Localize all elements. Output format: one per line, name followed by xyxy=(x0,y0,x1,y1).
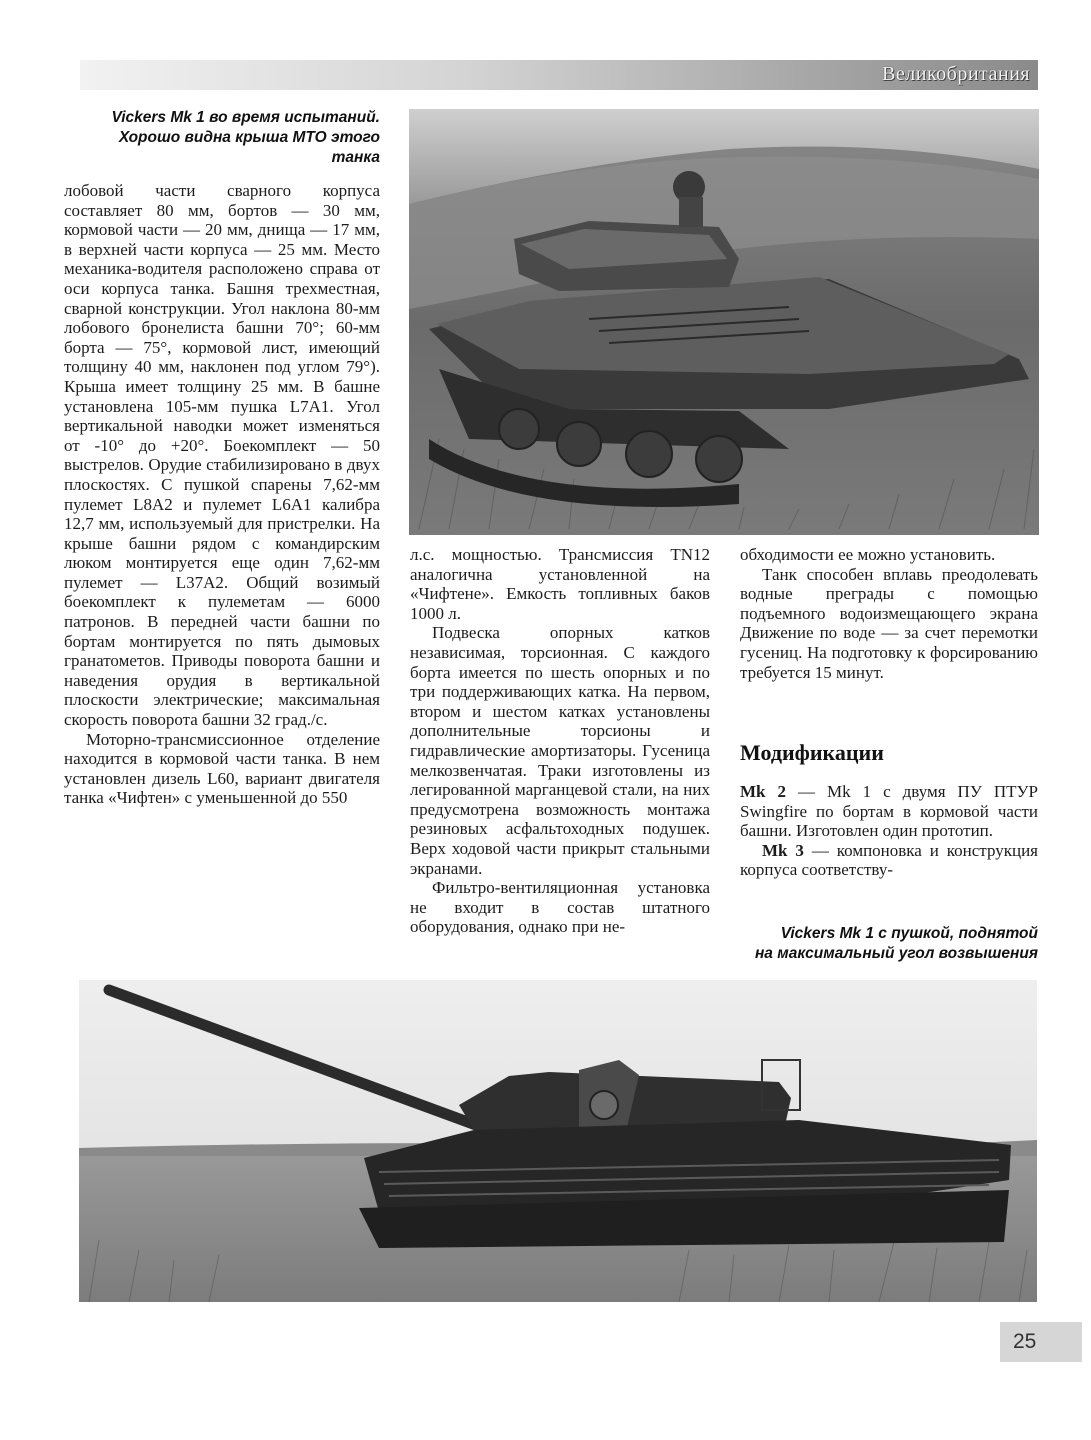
paragraph: Танк способен вплавь преодолевать водные преграды с помощью подъемного водоизмещающего экрана Движение по воде — за счет перемотки гусениц. На подготовку к форсированию требуется 15 минут. xyxy=(740,564,1038,682)
modification-label: Mk 2 xyxy=(740,782,786,801)
caption-line: на максимальный угол возвышения xyxy=(754,945,1038,962)
paragraph: обходимости ее можно установить. xyxy=(740,545,996,564)
paragraph: л.с. мощностью. Трансмиссия TN12 аналогична установленной на «Чифтене». Емкость топливных баков 1000 л. xyxy=(410,545,710,623)
modification-label: Mk 3 xyxy=(762,840,804,860)
section-header-band xyxy=(80,60,1038,90)
text-column-2 xyxy=(410,545,710,937)
text-column-1 xyxy=(64,181,380,808)
modification-text: — Mk 1 с двумя ПУ ПТУР Swingfire по бортам в кормовой части башни. Изготовлен один прототип. xyxy=(740,782,1039,841)
paragraph: Подвеска опорных катков независимая, торсионная. С каждого борта имеется по шесть опорных и по три поддерживающих катка. На первом, втором и шестом катках установлены дополнительные торсионы и гидравлические амортизаторы. Гусеница мелкозвенчатая. Траки изготовлены из легированной марганцевой стали, на них предусмотрена возможность монтажа резиновых асфальтоходных подушек. Верх ходовой части прикрыт стальными экранами. xyxy=(410,623,710,878)
tank-photo-bottom xyxy=(79,980,1037,1302)
modification-item xyxy=(740,782,1038,841)
paragraph: Фильтро-вентиляционная установка не входит в состав штатного оборудования, однако при не- xyxy=(410,878,710,937)
caption-line: танка xyxy=(331,149,380,166)
tank-photo-top xyxy=(409,109,1039,535)
modifications-list xyxy=(740,782,1038,880)
page-number: 25 xyxy=(1013,1330,1037,1353)
photo-caption-bottom xyxy=(738,924,1038,964)
caption-line: Хорошо видна крыша МТО этого xyxy=(118,129,380,146)
modification-item xyxy=(740,841,1038,880)
page-number-box xyxy=(1000,1322,1082,1362)
text-column-3 xyxy=(740,545,1038,682)
paragraph: лобовой части сварного корпуса составляет 80 мм, бортов — 30 мм, кормовой части — 20 мм, днища — 17 мм, в верхней части корпуса — 25 мм. Место механика-водителя расположено справа от оси корпуса танка. Башня трехместная, сварной конструкции. Угол наклона 80-мм лобового бронелиста башни 70°; 60-мм борта — 75°, кормовой лист, имеющий толщину 40 мм, наклонен под углом 79°). Крыша имеет толщину 25 мм. В башне установлена 105-мм пушка L7A1. Угол вертикальной наводки может изменяться от -10° до +20°. Боекомплект — 50 выстрелов. Орудие стабилизировано в двух плоскостях. С пушкой спарены 7,62-мм пулемет L8A2 и пулемет L6A1 калибра 12,7 мм, используемый для пристрелки. На крыше башни рядом с командирским люком монтируется еще один 7,62-мм пулемет — L37A2. Общий возимый боекомплект к пулеметам — 6000 патронов. В передней части башни по бортам монтируется по пять дымовых гранатометов. Приводы поворота башни и наведения орудия в вертикальной плоскости электрические; максимальная скорость поворота башни 32 град./с. xyxy=(64,181,380,730)
modification-text: — компоновка и конструкция корпуса соответству- xyxy=(740,840,1038,880)
photo-caption-top xyxy=(82,108,380,168)
section-heading: Модификации xyxy=(740,740,884,765)
caption-line: Vickers Mk 1 во время испытаний. xyxy=(111,109,380,126)
caption-line: Vickers Mk 1 с пушкой, поднятой xyxy=(780,925,1038,942)
paragraph: Моторно-трансмиссионное отделение находится в кормовой части танка. В нем установлен дизель L60, вариант двигателя танка «Чифтен» с уменьшенной до 550 xyxy=(64,729,380,808)
section-title: Великобритания xyxy=(882,63,1030,85)
